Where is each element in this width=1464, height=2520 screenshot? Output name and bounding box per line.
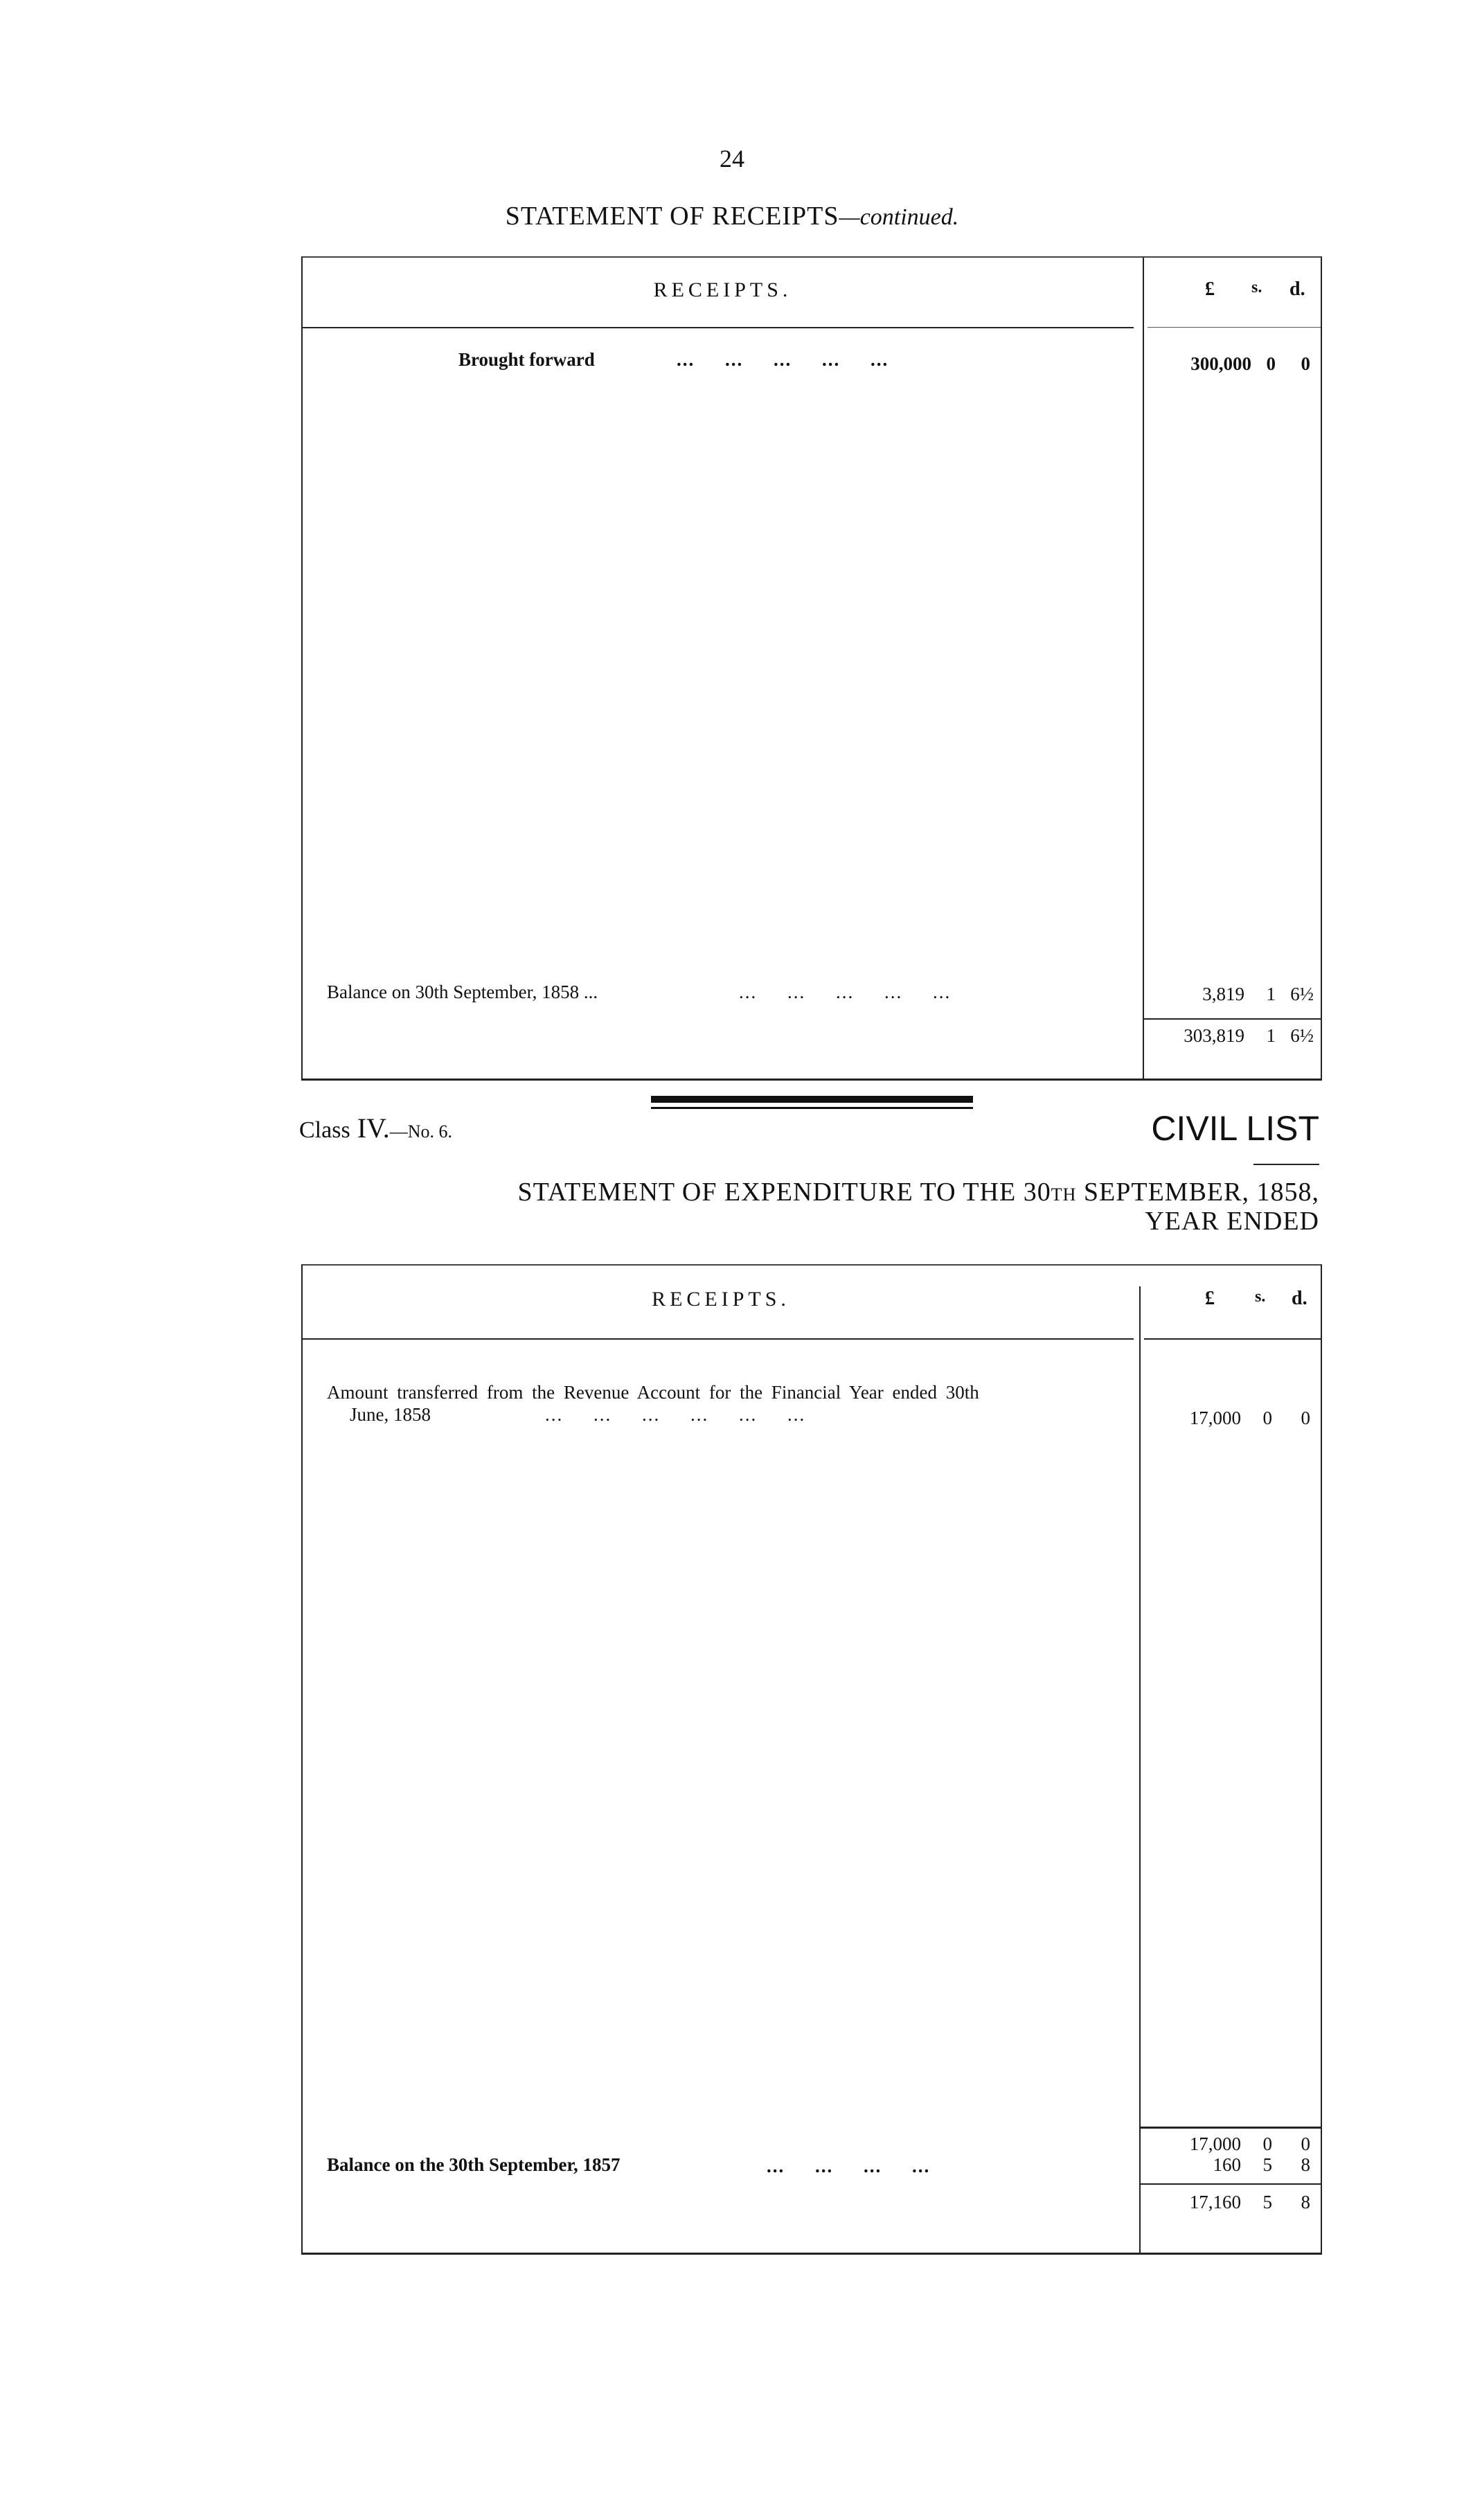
class-numeral: IV. [357, 1112, 390, 1144]
balance-pence: 6½ [1290, 984, 1314, 1004]
subtotal-rule [1139, 2127, 1321, 2129]
stmt-sup: TH [1051, 1184, 1077, 1205]
receipts-table-2 [301, 1264, 1322, 2255]
row-amount-transferred-line2: June, 1858 [350, 1404, 431, 1425]
subtotal-shillings: 0 [1262, 2133, 1272, 2154]
pence-header: d. [1289, 278, 1305, 300]
leader-dots: ... ... ... ... ... [739, 982, 952, 1002]
stmt-part-a: STATEMENT OF EXPENDITURE TO THE 30 [517, 1178, 1051, 1207]
transferred-pounds: 17,000 [1189, 1408, 1241, 1428]
leader-dots: ... ... ... ... ... ... [545, 1404, 806, 1425]
total-pounds: 17,160 [1189, 2192, 1241, 2212]
title-rule [1253, 1164, 1319, 1165]
leader-dots: ... ... ... ... ... [677, 349, 889, 370]
heading-main: STATEMENT OF RECEIPTS [505, 202, 839, 231]
money-column-divider [1139, 1286, 1141, 2253]
row-brought-forward-label: Brought forward [458, 349, 595, 370]
total-pence: 6½ [1290, 1025, 1314, 1046]
row-balance-label: Balance on the 30th September, 1857 [327, 2154, 621, 2175]
money-header-rule [1148, 327, 1321, 328]
statement-line-2: YEAR ENDED [1145, 1207, 1319, 1236]
class-label [299, 1112, 452, 1144]
heading-continued: —continued. [839, 204, 959, 230]
row-amount-transferred-line1: Amount transferred from the Revenue Account for the Financial Year ended 30th [327, 1382, 979, 1403]
pounds-header: £ [1205, 1288, 1215, 1309]
receipts-table-1 [301, 256, 1322, 1081]
statement-heading [0, 201, 1464, 231]
section-divider-thin [651, 1107, 973, 1109]
statement-line-1 [277, 1178, 1319, 1209]
balance-pence: 8 [1301, 2154, 1310, 2175]
receipts-column-header: RECEIPTS. [653, 278, 792, 301]
header-rule [303, 1338, 1134, 1340]
header-rule [303, 327, 1134, 328]
money-column-divider [1143, 258, 1144, 1079]
balance-shillings: 1 [1266, 984, 1276, 1004]
money-header-rule [1144, 1338, 1321, 1340]
total-shillings: 1 [1266, 1025, 1276, 1046]
total-rule [1139, 2183, 1321, 2185]
subtotal-pence: 0 [1301, 2133, 1310, 2154]
pounds-header: £ [1205, 278, 1215, 300]
subtotal-pounds: 17,000 [1189, 2133, 1241, 2154]
balance-pounds: 3,819 [1202, 984, 1244, 1004]
section-divider [651, 1096, 973, 1103]
class-prefix: Class [299, 1117, 350, 1143]
total-pence: 8 [1301, 2192, 1310, 2212]
brought-forward-pence: 0 [1301, 353, 1310, 374]
shillings-header: s. [1255, 1288, 1266, 1306]
total-shillings: 5 [1262, 2192, 1272, 2212]
row-balance-label: Balance on 30th September, 1858 ... [327, 982, 598, 1002]
transferred-shillings: 0 [1262, 1408, 1272, 1428]
balance-pounds: 160 [1213, 2154, 1241, 2175]
balance-shillings: 5 [1262, 2154, 1272, 2175]
brought-forward-pounds: 300,000 [1190, 353, 1251, 374]
shillings-header: s. [1251, 278, 1262, 296]
transferred-pence: 0 [1301, 1408, 1310, 1428]
page-number: 24 [720, 145, 744, 172]
leader-dots: ... ... ... ... [767, 2156, 931, 2176]
stmt-part-b: SEPTEMBER, 1858, [1076, 1178, 1319, 1207]
class-number: —No. 6. [389, 1121, 453, 1142]
total-pounds: 303,819 [1184, 1025, 1244, 1046]
pence-header: d. [1292, 1288, 1307, 1309]
receipts-column-header: RECEIPTS. [652, 1288, 790, 1311]
civil-list-title: CIVIL LIST [1151, 1109, 1319, 1148]
brought-forward-shillings: 0 [1266, 353, 1276, 374]
total-rule [1143, 1018, 1321, 1020]
